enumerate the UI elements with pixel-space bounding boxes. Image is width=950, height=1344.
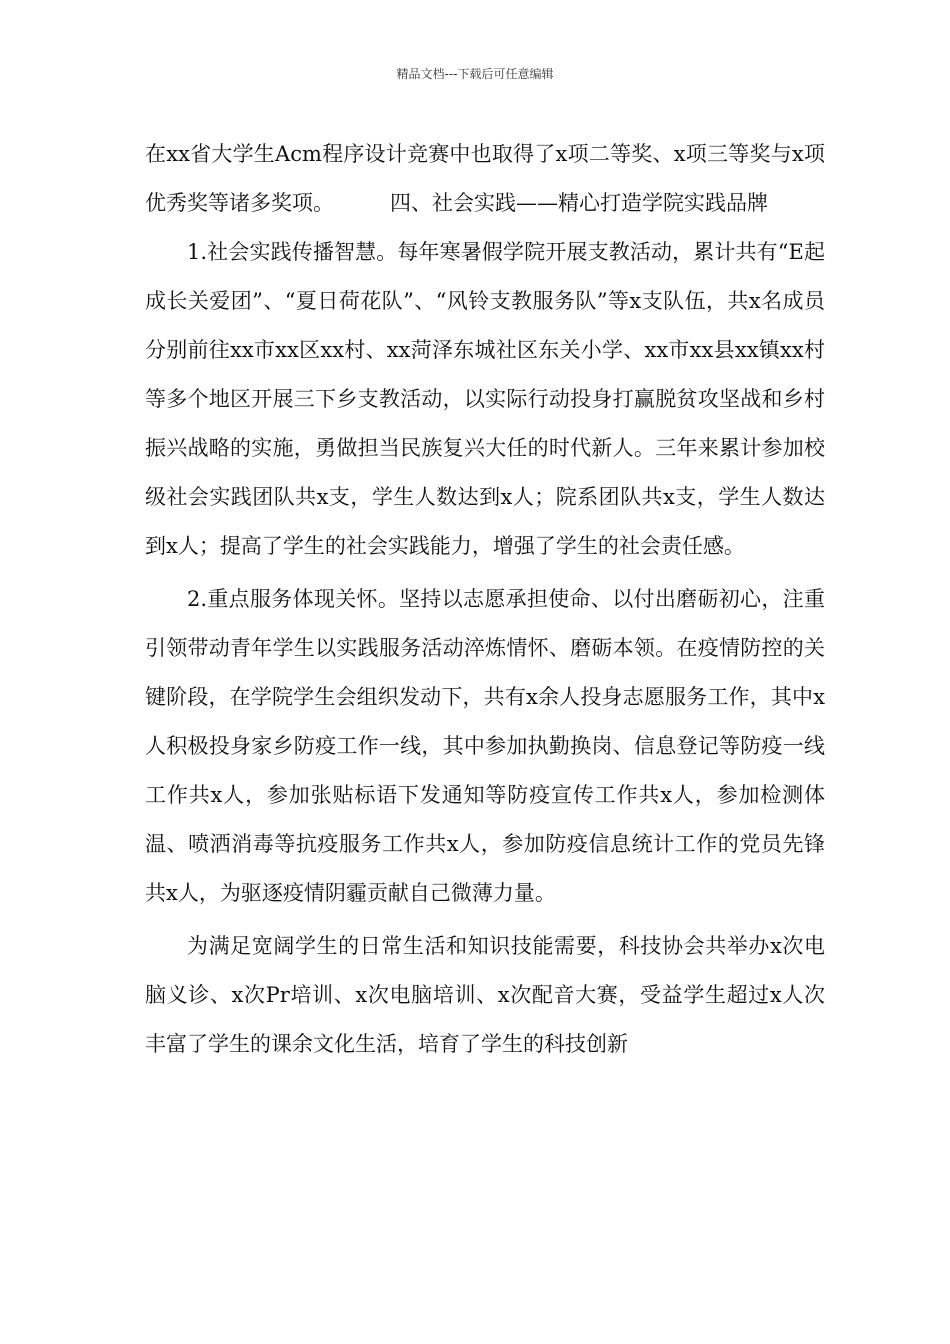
page-header: 精品文档---下载后可任意编辑	[396, 67, 554, 81]
paragraph-tech-association: 为满足宽阔学生的日常生活和知识技能需要，科技协会共举办x次电脑义诊、x次Pr培训、x次电脑培训、x次配音大赛，受益学生超过x人次丰富了学生的课余文化生活，培育了学生的科技创新	[145, 934, 825, 1056]
paragraph-social-practice: 1.社会实践传播智慧。每年寒暑假学院开展支教活动，累计共有“E起成长关爱团”、“夏日荷花队”、“风铃支教服务队”等x支队伍，共x名成员分别前往xx市xx区xx村、xx菏泽东城社区东关小学、xx市xx县xx镇xx村等多个地区开展三下乡支教活动，以实际行动投身打赢脱贫攻坚战和乡村振兴战略的实施，勇做担当民族复兴大任的时代新人。三年来累计参加校级社会实践团队共x支，学生人数达到x人；院系团队共x支，学生人数达到x人；提高了学生的社会实践能力，增强了学生的社会责任感。	[145, 240, 825, 558]
document-body	[145, 130, 825, 1069]
paragraph-awards	[145, 130, 825, 228]
section-heading-social-practice: 四、社会实践——精心打造学院实践品牌	[390, 191, 768, 215]
paragraph-volunteer-service: 2.重点服务体现关怀。坚持以志愿承担使命、以付出磨砺初心，注重引领带动青年学生以实践服务活动淬炼情怀、磨砺本领。在疫情防控的关键阶段，在学院学生会组织发动下，共有x余人投身志愿服务工作，其中x人积极投身家乡防疫工作一线，其中参加执勤换岗、信息登记等防疫一线工作共x人，参加张贴标语下发通知等防疫宣传工作共x人，参加检测体温、喷洒消毒等抗疫服务工作共x人，参加防疫信息统计工作的党员先锋共x人，为驱逐疫情阴霾贡献自己微薄力量。	[145, 587, 825, 905]
paragraph-awards-text: 在xx省大学生Acm程序设计竞赛中也取得了x项二等奖、x项三等奖与x项优秀奖等诸多奖项。	[145, 142, 825, 215]
